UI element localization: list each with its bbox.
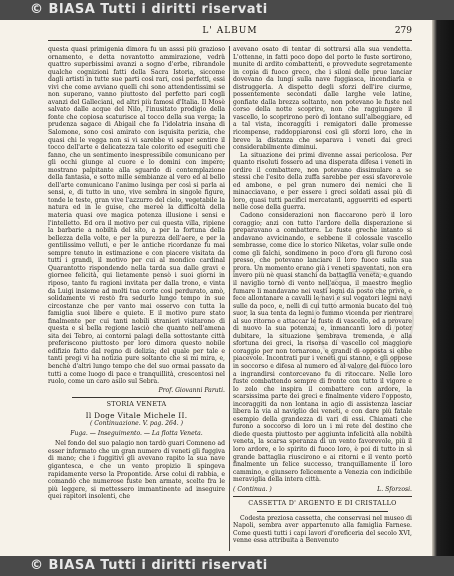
divider [257,511,388,512]
section-title: STORIA VENETA [106,400,167,409]
article-paragraph: Codesta preziosa cassetta, che conservasi nel museo di Napoli, sembra aver appartenuto alla famiglia Farnese. Come questi tutti i capi lavori d'oreficeria del secolo XVI, venne essa attribuita a Benvenuto [233,514,412,545]
left-column [48,46,225,551]
watermark-banner-bottom [0,556,454,576]
journal-title: L' ALBUM [202,26,258,36]
article-body-paragraph: questa quasi primigenia dimora fu un asssi più grazioso ornamento, e detta novantotto ammirazione, vedrà quattro superbissimi avanzi a sogno d'erbe, ribrandole qualche cognizioni fatti della Sacra Istoria, siccome dagli artisti in tutte sue parti così rari, così perfetti, essi vivi che come avviano quelli chi sono attendentissimi se non superano, vanno piuttosto del perfetto pari cogli avanzi del Galleciani, ed altri più famosi d'Italia. Il Mosè salvato dalle acque del Nilo, l'inusitato prodigio della fonte che copiosa scaturisce al tocco della sua verga; la prudenza sagace di Abigail che fa l'idolatria insana di Salomone, sono così amirato con isquisita perizia, che quasi chi le vegga non si vi sarebbe vi saper sentire il tocco dell'arte e delicatezza tale colorito ed eseguiti che fanno, che un sentimento inespressibile comunicano per gli occhi giunge al cuore e lo domini con impero; mostrano palpitante alla sguardo di contemplazione della fantasia, e sotto mille sembianze al vero ed al bello dell'arte comunicano l'animo lusinga per così si parla ai sensi, e, di tutto in uno, vive sembra in singole figure, tonde le teste, gran vive l'azzurro del cielo, vegetabile la natura ed in le guise, che mereè la difficoltà della materia quasi ove magica potenza illusione i sensi e l'intelletto. Ed ora il motivo per cui questa villa, ripiene la barbarie a nobiltà del sito, a per la fortuna della bellezza della volte, e per la purezza dell'aere, e per la gentilissimo velluti, e per le antiche ricordanze fu mai sempre tenuto in estimazione e con piacere visitata da tutti i grandi, il motivo per cui al mondico cardinal Quarantotto rispondendo nella tarda sua dalle gravi e giornee felicità, qui lietamente pensò i suoi giorni in riposo, tanto fu ragioni invitata per dalla trono, e vinta da Luigi insieme ad molti tua corte così perdurato, amò, solidamente vi restò fra sedurlo lungo tempo in sue circostanze che per vanto mai osservo con tutta la famiglia suoi libere e quiete. E il motivo pure stato finalmente per cui tanti nobili stranieri visitarono di questa e sì bella regione lasciò che quanto nell'amena sita dei Tebro, ai contorni palagi della sottostante città preferiscono piuttosto per loro dimora questo nobile edifizio fatto dal regno di delizia; del quale per tale e tanti pregi vi ha notizia pure soltanto che si mi mira, e, benchè d'altri lungo tempo che del suo ormai passato da tutti a come luogo di pace e tranquillità, crescentosi nel ruolo, come un caro asilo sul Sebra. [48,46,225,386]
page [0,20,432,556]
divider [233,496,412,497]
column-rule [229,46,230,551]
story-paragraph: Cadono considerazioni non fiaccarono però il loro coraggio; anzi con tutto l'ardore della disperazione si preparavano a combattere. Le fuste greche intanto si andavano avvicinando, e sebbene il colossale vascello sembrasse, come dice lo storico Niketas, volar sulle onde come gli falchi, sondimeno in poco d'ora gli furono così presso, che potevano lanciare il loro fuoco sulla sua prora. Un momento erano già i veneti spaventati, non era invero più nè quasi stanchi da battaglia veneta, e quando il naviglio tornò di vento nell'acqua, il maestro meglio fumare li mandavano nei vasti legni da posto che prive, e fece allontanare a cavalli le navi e sul vogatori legni navi sulle da poco, e, nelli di cui tutto armonia bucato del tuo suor, la sua tenta da legni o fummo vicenda per rientrare al suo ritorno e attaccar le fuste di vascello, ed a provare di nuovo la sua potenza, e, inmancanti loro di poter dubitare, la situazione sembrava tremenda, e alla sfortuna dei greci, la risorsa di vascello col maggiore coraggio per non tornarono, e grandi di opposta si ebbe piacevole. Incontrati pur i veneti qui stanno, e gli oppose in soccorso e difesa al numero ed al valore del fuoco loro a ingrandirsi contorcevano fu di ritoccare. Nelle loro fuste combattendo sempre di fronte con tutto il vigore e lo zelo che inspira il combattere con ardore, la scarsissima parte dei greci e finalmente videro l'opposto, incoraggiti da non lontana in agio di assistenza lasciar libera la via al naviglio dei veneti, e con dare più fatale esempio della grandezza di vari di essi. Chiamati che furono a soccorso di loro un i mi rete del destino che diede questa piuttosto per aggiunta infelicità alla nobiltà veneta, la scarsa speranza di un vento favorevole, più il loro ardore, e lo spirito di fuoco loro, è poi di tutto in sì grande battaglia riuscirono e ai ritorni e il vento portò finalmente un felice successo, tranquillamente il loro cammino, e giunsero felicemente a Venezia con indicibile meraviglia della intera città. [233,212,412,484]
watermark-banner-top [0,0,454,20]
story-subtitle: Fuga. — Inseguimento. — La flotta Veneta. [70,429,203,437]
page-number: 279 [394,26,412,36]
story-paragraph: La situazione dei primi divenne assai pericolosa. Per quanto risoluti fossero ad una disperata difesa i veneti in ordire il combattere, non potevano dissimulare a se stessi che l'esito della zuffa sarebbe per essi sfavorevole ed ambone, e pel gran numero dei nemici che li minacciavano, e per essere i greci soldati assai più di loro, quasi tutti pacifici mercatanti, agguerriti ed esperti nelle cose della guerra. [233,151,412,212]
continua-line [233,486,412,494]
library-stamp-watermark [314,270,414,370]
watermark-text: © BIASA Tutti i diritti riservati [30,2,268,17]
author-signature: L. Sforzosi. [377,485,412,493]
page-header [48,26,412,41]
section-title: CASSETTA D' ARGENTO E DI CRISTALLO [248,499,397,508]
author-signature: Prof. Giovanni Paruti. [158,386,225,394]
story-paragraph: Nel fondo del suo palagio non tardò guari Comneno ad esser informato che un gran numero di veneti gli fuggiva di mano; che i fuggitivi gli avevano rapito la sua nave gigantesca, e che un vento propizio li spingeva rapidamente verso la Propontide. Arse colui di rabbia, e comandò che numerose fuste ben armate, scelte fra le più leggere, si mettessero immantinente ad inseguire quei rapitori insolenti, che [48,440,225,501]
continua-note: ( Continua. ) [233,485,272,493]
continuation-note: ( Continuazione. V. pag. 264. ) [89,420,184,428]
watermark-text: © BIASA Tutti i diritti riservati [30,558,268,573]
scan-edge [432,0,454,576]
divider [72,397,201,398]
story-title: Il Doge Vitale Michele II. [85,410,188,420]
story-paragraph: avevano osato di tentar di sottrarsi alla sua vendetta. L'ottenne, in fatti poco dopo del porto le fuste sortirono, munite di ardito combattenti, e provvedute segretamente in copia di fuoco greco, che i siloni delle prue lanciar dovevano da lungi sulla nave fuggiasca, incendiarla e distruggerla. A dispetto degli sforzi dell'ire ciurme, possentemente secondati dalle larghe vele latine, gonfiate dalla brezza soltanto, non potevano le fuste nel corso della notte scoprire, non che raggiungere il vascello, lo scoprirono però dì lontano sull'albeggiare, ed a tal vista, incoraggiti i remigatori dalle promesse ricompense, raddoppiaronsi così gli sforzi loro, che in breve la distanza che separava i veneti dai greci considerabilmente diminui. [233,46,412,152]
